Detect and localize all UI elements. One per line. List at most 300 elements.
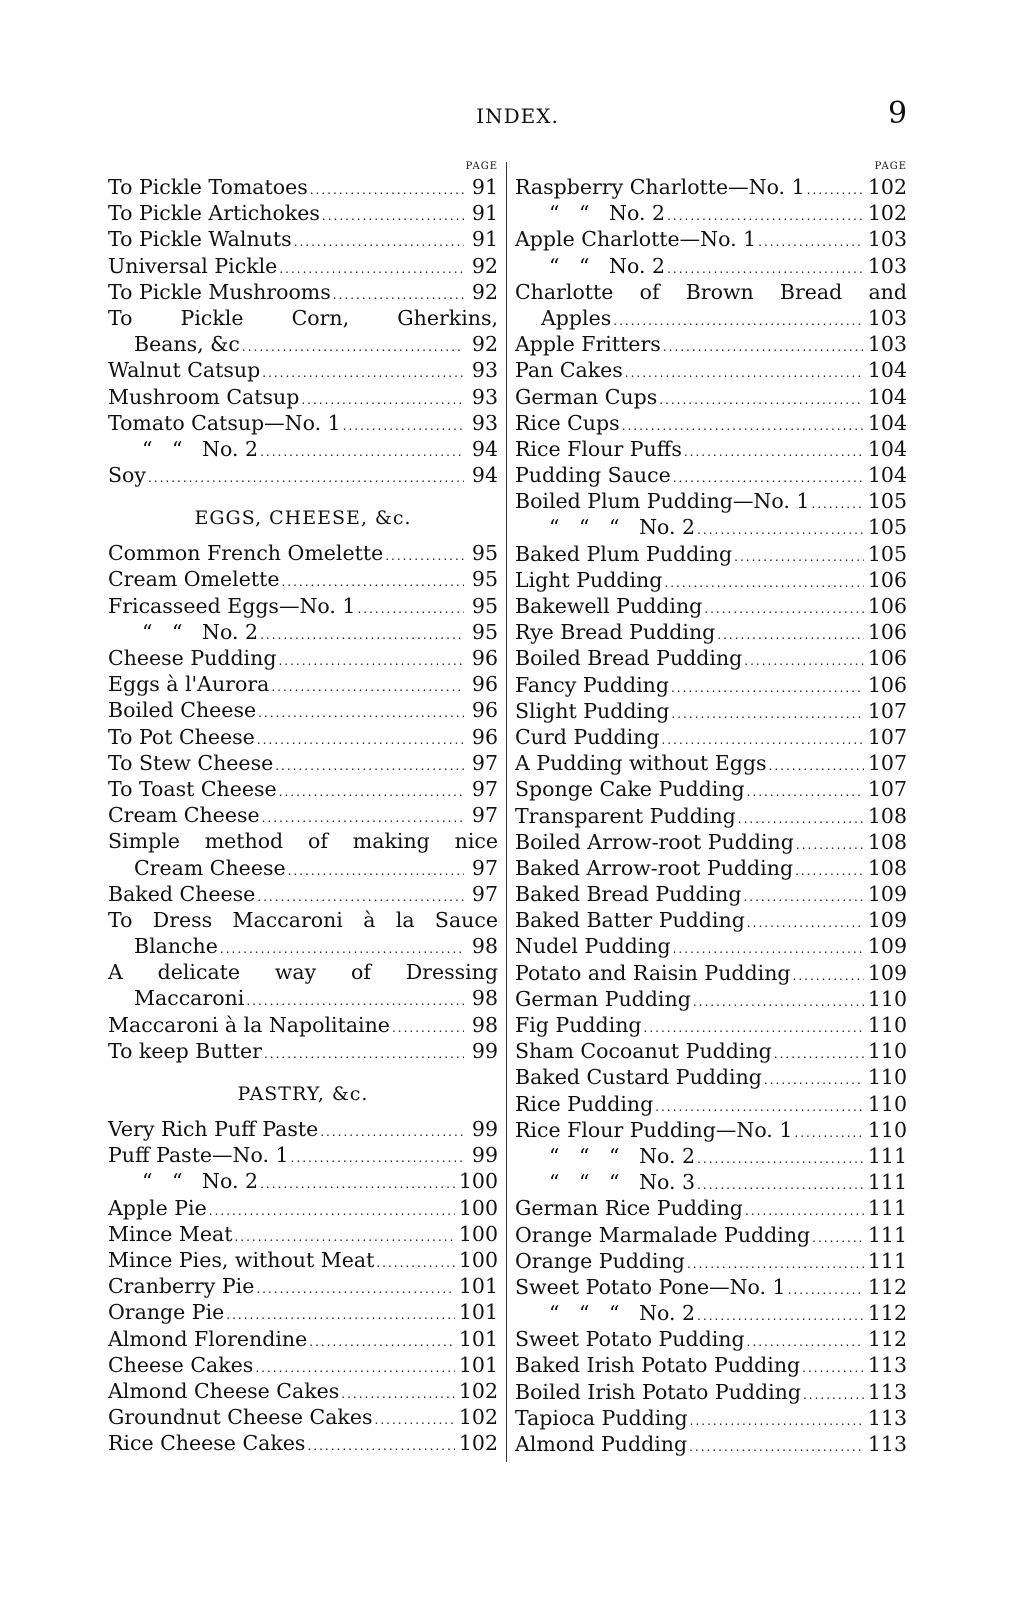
entry-page-number: 111 [867, 1170, 907, 1195]
index-entry [108, 1038, 498, 1064]
dot-leader [764, 1067, 864, 1093]
index-entry [108, 357, 498, 383]
entry-page-number: 95 [471, 567, 498, 592]
dot-leader [322, 203, 464, 229]
entry-page-number: 102 [458, 1378, 498, 1403]
entry-title: Nudel Pudding [515, 934, 671, 959]
left-column [108, 160, 498, 1456]
index-entry [108, 200, 498, 226]
index-entry [515, 384, 907, 410]
entry-title: Cheese Pudding [108, 646, 277, 670]
dot-leader [693, 989, 864, 1015]
entry-page-number: 112 [867, 1274, 907, 1299]
dot-leader [257, 884, 464, 910]
entry-page-number: 97 [471, 803, 498, 828]
index-entry [515, 855, 907, 881]
index-entry [515, 776, 907, 802]
index-entry [108, 566, 498, 592]
index-entry [515, 357, 907, 383]
entry-page-number: 94 [471, 436, 498, 461]
entry-page-number: 95 [471, 593, 498, 618]
entry-page-number: 95 [471, 541, 498, 566]
dot-leader [697, 1146, 864, 1172]
entry-page-number: 102 [867, 201, 907, 226]
index-entry [108, 1247, 498, 1273]
page-column-label: PAGE [465, 161, 498, 172]
index-entry [108, 933, 498, 959]
entry-title: Rice Flour Puffs [515, 436, 682, 461]
entry-page-number: 110 [867, 1039, 907, 1064]
dot-leader [260, 1171, 455, 1197]
index-entry [108, 253, 498, 279]
entry-title: A delicate way of Dressing [108, 960, 498, 985]
entry-title: Slight Pudding [515, 698, 670, 723]
entry-title: Soy [108, 463, 146, 488]
dot-leader [275, 753, 464, 779]
index-entry [515, 436, 907, 462]
entry-page-number: 104 [867, 463, 907, 488]
entry-title: Fig Pudding [515, 1013, 642, 1037]
dot-leader [793, 963, 864, 989]
entry-title: “ “ No. 2 [142, 436, 259, 461]
entry-title: To Pickle Tomatoes [108, 175, 308, 199]
entry-title: Cream Cheese [108, 803, 260, 828]
entry-page-number: 100 [458, 1195, 498, 1220]
index-entry [515, 1195, 907, 1221]
entry-page-number: 103 [867, 305, 907, 330]
entry-page-number: 109 [867, 934, 907, 959]
entry-page-number: 93 [471, 358, 498, 383]
entry-title: Boiled Arrow-root Pudding [515, 829, 794, 854]
entry-page-number: 104 [867, 436, 907, 461]
dot-leader [744, 648, 864, 674]
entry-page-number: 107 [867, 751, 907, 776]
index-entry [108, 1116, 498, 1142]
dot-leader [807, 177, 864, 203]
index-entry [515, 803, 907, 829]
index-entry [108, 1378, 498, 1404]
entry-title: German Rice Pudding [515, 1196, 743, 1221]
entry-page-number: 113 [867, 1405, 907, 1430]
entry-page-number: 99 [471, 1117, 498, 1141]
index-entry [108, 1326, 498, 1352]
index-entry [515, 1431, 907, 1457]
pastry-entries [108, 1116, 498, 1456]
index-entry [108, 436, 498, 462]
entry-title: Apple Pie [108, 1195, 207, 1220]
entry-title: Rice Flour Pudding—No. 1 [515, 1117, 793, 1142]
index-entry [515, 1091, 907, 1117]
entry-title: Bakewell Pudding [515, 594, 703, 618]
entry-title: “ “ No. 2 [142, 1169, 259, 1194]
index-entry [108, 540, 498, 566]
index-entry [515, 1038, 907, 1064]
entry-title: Maccaroni [134, 986, 245, 1011]
index-entry [515, 200, 907, 226]
index-entry [108, 593, 498, 619]
index-entry [515, 986, 907, 1012]
entry-page-number: 106 [867, 646, 907, 671]
pudding-entries [515, 174, 907, 1457]
entry-title: Fricasseed Eggs—No. 1 [108, 593, 356, 618]
dot-leader [794, 1120, 863, 1146]
index-entry [108, 410, 498, 436]
entry-page-number: 110 [867, 1065, 907, 1090]
entry-title: Mushroom Catsup [108, 384, 300, 409]
index-entry [515, 514, 907, 540]
entry-title: Orange Pie [108, 1300, 225, 1325]
page-column-label: PAGE [874, 161, 907, 172]
entry-page-number: 101 [458, 1274, 498, 1299]
entry-title: Rice Cheese Cakes [108, 1431, 306, 1456]
dot-leader [671, 701, 863, 727]
dot-leader [309, 1329, 455, 1355]
entry-page-number: 96 [471, 672, 498, 697]
index-entry [515, 1300, 907, 1326]
entry-page-number: 101 [458, 1300, 498, 1325]
entry-title: Baked Custard Pudding [515, 1065, 762, 1090]
entry-page-number: 91 [471, 227, 498, 252]
index-entry [515, 1405, 907, 1431]
entry-title: To Pickle Mushrooms [108, 279, 331, 304]
entry-page-number: 97 [471, 855, 498, 880]
index-entry [108, 226, 498, 252]
dot-leader [260, 622, 464, 648]
dot-leader [747, 910, 864, 936]
entry-page-number: 109 [867, 908, 907, 933]
entry-title: Walnut Catsup [108, 358, 261, 383]
section-heading-pastry: PASTRY, &c. [237, 1083, 369, 1105]
entry-title: To Pickle Walnuts [108, 227, 292, 252]
entry-title: Charlotte of Brown Bread and [515, 279, 907, 304]
index-entry [108, 462, 498, 488]
entry-title: Boiled Cheese [108, 698, 257, 723]
entry-title: Cream Cheese [134, 855, 286, 880]
index-entry [515, 960, 907, 986]
dot-leader [667, 256, 864, 282]
dot-leader [689, 1434, 864, 1460]
entry-page-number: 91 [471, 175, 498, 199]
index-entry [515, 829, 907, 855]
entry-title: To Toast Cheese [108, 776, 277, 801]
entry-title: Cream Omelette [108, 567, 280, 592]
entry-page-number: 102 [867, 175, 907, 199]
dot-leader [663, 334, 864, 360]
pickles-entries [108, 174, 498, 488]
entry-title: To Pot Cheese [108, 724, 255, 749]
entry-title: Sweet Potato Pone—No. 1 [515, 1274, 786, 1299]
entry-title: Pudding Sauce [515, 463, 671, 488]
index-entry [515, 541, 907, 567]
entry-page-number: 100 [458, 1169, 498, 1194]
dot-leader [357, 596, 464, 622]
right-column [515, 160, 907, 1457]
index-entry [515, 1326, 907, 1352]
dot-leader [774, 1041, 864, 1067]
entry-title: Apple Fritters [515, 332, 661, 357]
index-entry [108, 1352, 498, 1378]
entry-title: Almond Florendine [108, 1326, 308, 1351]
index-entry [108, 671, 498, 697]
entry-title: Transparent Pudding [515, 803, 736, 828]
dot-leader [257, 727, 464, 753]
entry-page-number: 107 [867, 724, 907, 749]
index-entry [515, 410, 907, 436]
entry-title: Blanche [134, 934, 218, 959]
entry-title: German Pudding [515, 986, 691, 1011]
dot-leader [258, 700, 464, 726]
index-entry [515, 1143, 907, 1169]
entry-page-number: 102 [458, 1431, 498, 1456]
index-entry [108, 1168, 498, 1194]
dot-leader [376, 1250, 455, 1276]
index-entry [515, 672, 907, 698]
entry-page-number: 108 [867, 829, 907, 854]
entry-page-number: 111 [867, 1143, 907, 1168]
index-entry [515, 1169, 907, 1195]
entry-page-number: 99 [471, 1038, 498, 1063]
entry-title: Baked Batter Pudding [515, 908, 745, 933]
entry-page-number: 103 [867, 227, 907, 252]
eggs-cheese-entries [108, 540, 498, 1064]
index-entry [515, 1274, 907, 1300]
index-entry [108, 1273, 498, 1299]
entry-title: “ “ No. 2 [142, 619, 259, 644]
entry-title: “ “ “ No. 2 [549, 1301, 696, 1326]
entry-page-number: 92 [471, 253, 498, 278]
entry-page-number: 112 [867, 1327, 907, 1352]
dot-leader [796, 832, 864, 858]
index-entry [515, 933, 907, 959]
entry-title: Almond Pudding [515, 1432, 688, 1456]
entry-page-number: 92 [471, 332, 498, 357]
page-title: INDEX. [476, 104, 559, 128]
index-entry [108, 1430, 498, 1456]
entry-page-number: 113 [867, 1432, 907, 1456]
index-entry [108, 1142, 498, 1168]
dot-leader [769, 753, 864, 779]
dot-leader [271, 674, 464, 700]
index-entry [515, 174, 907, 200]
entry-page-number: 106 [867, 620, 907, 645]
entry-title: Orange Marmalade Pudding [515, 1222, 811, 1247]
dot-leader [743, 884, 863, 910]
dot-leader [256, 1276, 455, 1302]
dot-leader [209, 1198, 455, 1224]
dot-leader [812, 1225, 864, 1251]
index-entry [515, 1012, 907, 1038]
entry-page-number: 97 [471, 750, 498, 775]
index-entry [108, 828, 498, 854]
section-heading-eggs: EGGS, CHEESE, &c. [194, 507, 412, 530]
dot-leader [310, 177, 464, 203]
dot-leader [375, 1407, 455, 1433]
index-entry [515, 462, 907, 488]
entry-title: “ “ No. 2 [549, 201, 666, 226]
entry-page-number: 102 [458, 1405, 498, 1430]
entry-title: Rice Pudding [515, 1091, 654, 1116]
index-entry [108, 305, 498, 331]
index-entry [108, 697, 498, 723]
index-entry [515, 567, 907, 593]
index-entry [108, 1404, 498, 1430]
dot-leader [343, 413, 464, 439]
dot-leader [788, 1277, 864, 1303]
entry-title: Universal Pickle [108, 253, 278, 278]
entry-title: Common French Omelette [108, 541, 384, 566]
dot-leader [278, 648, 464, 674]
index-entry [515, 1248, 907, 1274]
entry-page-number: 111 [867, 1248, 907, 1273]
entry-title: Puff Paste—No. 1 [108, 1143, 289, 1168]
entry-page-number: 111 [867, 1196, 907, 1221]
index-entry [108, 776, 498, 802]
index-entry [515, 1117, 907, 1143]
entry-page-number: 105 [867, 489, 907, 514]
entry-title: Fancy Pudding [515, 672, 669, 697]
entry-page-number: 113 [867, 1379, 907, 1404]
entry-title: To Dress Maccaroni à la Sauce [108, 907, 498, 932]
entry-page-number: 111 [867, 1222, 907, 1247]
entry-title: Sponge Cake Pudding [515, 777, 745, 802]
entry-page-number: 100 [458, 1221, 498, 1246]
dot-leader [279, 779, 464, 805]
entry-page-number: 106 [867, 594, 907, 618]
index-entry [108, 279, 498, 305]
entry-page-number: 112 [867, 1301, 907, 1326]
entry-page-number: 103 [867, 253, 907, 278]
entry-title: Beans, &c [134, 332, 240, 357]
entry-page-number: 105 [867, 541, 907, 566]
index-entry [515, 724, 907, 750]
index-entry [108, 1221, 498, 1247]
index-entry [108, 855, 498, 881]
entry-page-number: 101 [458, 1326, 498, 1351]
entry-page-number: 110 [867, 986, 907, 1011]
entry-title: Cheese Cakes [108, 1352, 254, 1377]
entry-title: To Pickle Corn, Gherkins, [108, 305, 498, 330]
entry-title: Boiled Plum Pudding—No. 1 [515, 489, 810, 514]
dot-leader [803, 1382, 864, 1408]
dot-leader [294, 229, 464, 255]
entry-title: Mince Pies, without Meat [108, 1247, 375, 1272]
index-entry [108, 1195, 498, 1221]
index-entry [108, 724, 498, 750]
entry-title: To keep Butter [108, 1038, 262, 1063]
entry-page-number: 107 [867, 777, 907, 802]
entry-page-number: 106 [867, 567, 907, 592]
dot-leader [684, 439, 864, 465]
entry-title: Boiled Irish Potato Pudding [515, 1379, 801, 1404]
index-entry [515, 593, 907, 619]
index-entry [108, 881, 498, 907]
entry-page-number: 110 [867, 1013, 907, 1037]
dot-leader [291, 1145, 464, 1171]
dot-leader [734, 544, 864, 570]
entry-page-number: 110 [867, 1117, 907, 1142]
index-entry [108, 750, 498, 776]
dot-leader [758, 229, 864, 255]
entry-page-number: 91 [471, 201, 498, 226]
index-entry [515, 279, 907, 305]
index-entry [108, 802, 498, 828]
dot-leader [625, 360, 864, 386]
index-entry [108, 1299, 498, 1325]
entry-title: Raspberry Charlotte—No. 1 [515, 175, 805, 199]
entry-title: Maccaroni à la Napolitaine [108, 1012, 390, 1037]
entry-title: Tomato Catsup—No. 1 [108, 410, 341, 435]
index-entry [515, 645, 907, 671]
entry-title: Baked Plum Pudding [515, 541, 733, 566]
entry-title: Sweet Potato Pudding [515, 1327, 745, 1352]
entry-page-number: 100 [458, 1247, 498, 1272]
entry-page-number: 106 [867, 672, 907, 697]
dot-leader [288, 858, 464, 884]
dot-leader [392, 1015, 464, 1041]
dot-leader [690, 1408, 864, 1434]
entry-title: Baked Cheese [108, 881, 256, 906]
dot-leader [242, 334, 464, 360]
index-entry [515, 907, 907, 933]
index-entry [515, 750, 907, 776]
entry-page-number: 95 [471, 619, 498, 644]
entry-title: Curd Pudding [515, 724, 660, 749]
entry-page-number: 105 [867, 515, 907, 540]
entry-page-number: 98 [471, 986, 498, 1011]
dot-leader [659, 387, 864, 413]
page-number: 9 [888, 96, 908, 131]
index-entry [108, 985, 498, 1011]
entry-page-number: 93 [471, 384, 498, 409]
entry-page-number: 107 [867, 698, 907, 723]
entry-title: “ “ No. 2 [549, 253, 666, 278]
entry-title: Tapioca Pudding [515, 1405, 688, 1430]
dot-leader [307, 1433, 454, 1459]
entry-title: A Pudding without Eggs [515, 751, 767, 776]
index-entry [515, 1379, 907, 1405]
index-entry [515, 881, 907, 907]
entry-title: Orange Pudding [515, 1248, 685, 1273]
entry-title: Mince Meat [108, 1221, 233, 1246]
entry-title: Baked Irish Potato Pudding [515, 1353, 801, 1378]
dot-leader [260, 439, 464, 465]
entry-title: “ “ “ No. 2 [549, 515, 696, 540]
entry-page-number: 103 [867, 332, 907, 357]
entry-title: Cranberry Pie [108, 1274, 255, 1299]
index-entry [108, 645, 498, 671]
dot-leader [747, 779, 864, 805]
entry-page-number: 98 [471, 934, 498, 959]
entry-page-number: 98 [471, 1012, 498, 1037]
entry-page-number: 104 [867, 358, 907, 383]
index-entry [515, 1064, 907, 1090]
index-entry [108, 959, 498, 985]
entry-title: To Pickle Artichokes [108, 201, 320, 226]
entry-title: Eggs à l'Aurora [108, 672, 270, 697]
index-entry [515, 226, 907, 252]
entry-title: “ “ “ No. 3 [549, 1170, 696, 1195]
index-entry [515, 488, 907, 514]
entry-page-number: 108 [867, 803, 907, 828]
dot-leader [671, 675, 864, 701]
entry-title: Pan Cakes [515, 358, 623, 383]
index-entry [515, 253, 907, 279]
entry-page-number: 104 [867, 410, 907, 435]
entry-page-number: 93 [471, 410, 498, 435]
entry-title: Potato and Raisin Pudding [515, 960, 791, 985]
dot-leader [385, 543, 464, 569]
index-entry [108, 1012, 498, 1038]
